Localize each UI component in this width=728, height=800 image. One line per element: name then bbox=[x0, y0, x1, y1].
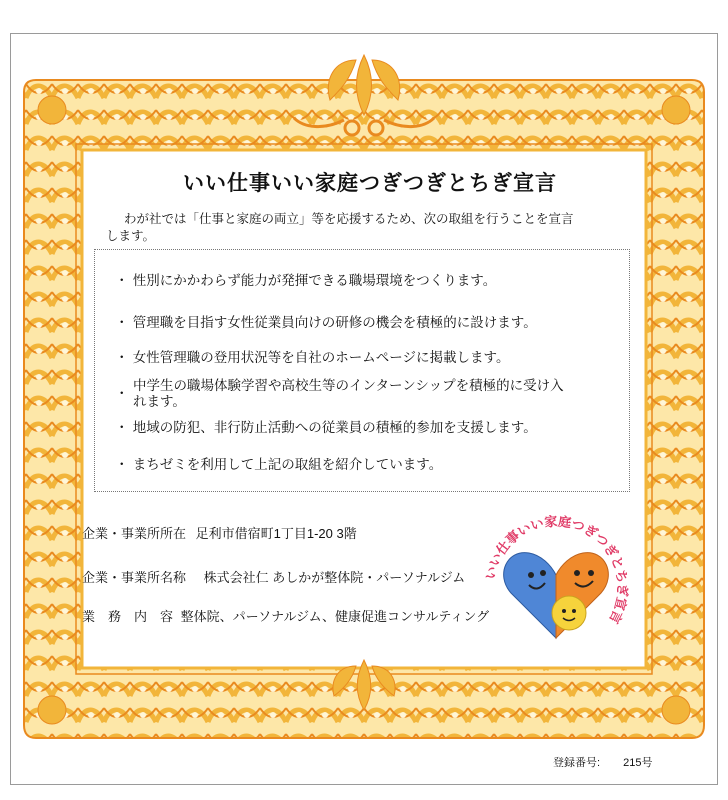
commitment-line: 中学生の職場体験学習や高校生等のインターンシップを積極的に受け入 bbox=[133, 378, 564, 394]
commitments-box bbox=[94, 249, 630, 492]
business-label: 業 務 内 容 bbox=[82, 609, 174, 624]
company-name bbox=[82, 567, 465, 586]
intro-line: します。 bbox=[106, 228, 156, 243]
intro-text bbox=[106, 210, 606, 244]
commitment-item: ・ 管理職を目指す女性従業員向けの研修の機会を積極的に設けます。 bbox=[115, 315, 537, 331]
intro-line: わが社では「仕事と家庭の両立」等を応援するため、次の取組を行うことを宣言 bbox=[124, 211, 574, 226]
address-label: 企業・事業所所在 bbox=[82, 526, 187, 541]
commitment-item: ・ 性別にかかわらず能力が発揮できる職場環境をつくります。 bbox=[115, 273, 497, 289]
company-address bbox=[82, 523, 357, 542]
heart-left-icon bbox=[504, 553, 556, 638]
commitment-item bbox=[115, 378, 615, 410]
name-label: 企業・事業所名称 bbox=[82, 570, 187, 585]
commitment-line: れます。 bbox=[133, 394, 186, 410]
bullet: ・ bbox=[115, 386, 129, 402]
commitment-item: ・ まちゼミを利用して上記の取組を紹介しています。 bbox=[115, 457, 443, 473]
registration-label: 登録番号: bbox=[553, 757, 601, 769]
certificate-title: いい仕事いい家庭つぎつぎとちぎ宣言 bbox=[183, 170, 557, 195]
company-business bbox=[82, 606, 489, 625]
sun-face-icon bbox=[552, 596, 586, 630]
business-value: 整体院、パーソナルジム、健康促進コンサルティング bbox=[180, 609, 490, 624]
address-value: 足利市借宿町1丁目1-20 3階 bbox=[195, 526, 357, 541]
registration-value: 215号 bbox=[623, 757, 653, 769]
registration-number bbox=[553, 754, 652, 770]
declaration-logo bbox=[481, 513, 631, 663]
logo-ring-text: いい仕事いい家庭つぎつぎとちぎ宣言 bbox=[483, 514, 630, 626]
commitment-item: ・ 女性管理職の登用状況等を自社のホームページに掲載します。 bbox=[115, 350, 510, 366]
name-value: 株式会社仁 あしかが整体院・パーソナルジム bbox=[203, 570, 466, 585]
commitment-item: ・ 地域の防犯、非行防止活動への従業員の積極的参加を支援します。 bbox=[115, 420, 537, 436]
